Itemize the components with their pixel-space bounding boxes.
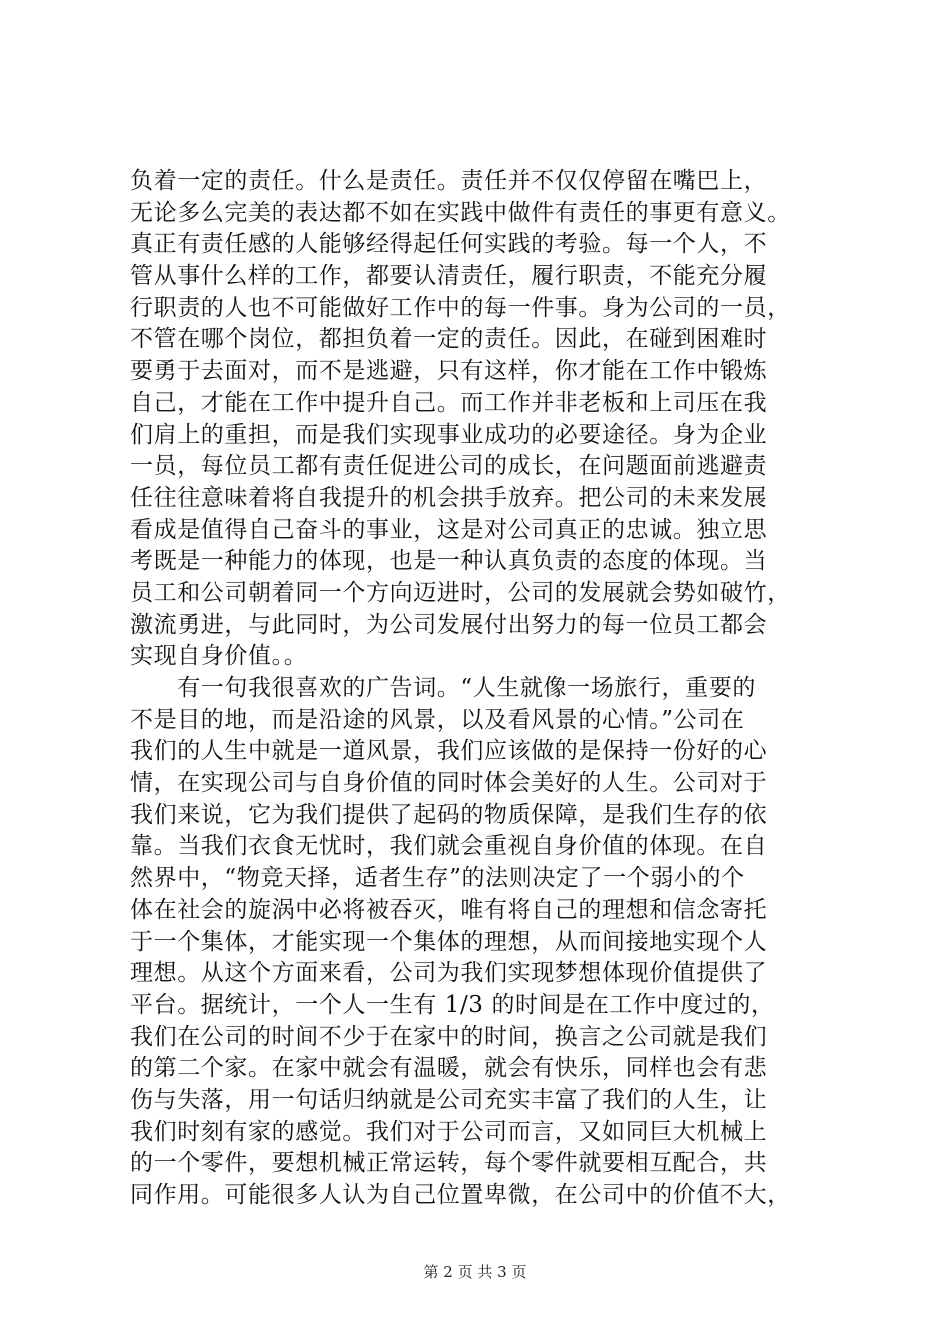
text-line: 任往往意味着将自我提升的机会拱手放弃。把公司的未来发展	[130, 484, 768, 511]
text-line: 负着一定的责任。什么是责任。责任并不仅仅停留在嘴巴上，	[130, 168, 768, 194]
text-line: 我们时刻有家的感觉。我们对于公司而言，又如同巨大机械上	[130, 1118, 768, 1145]
text-line: 的第二个家。在家中就会有温暖，就会有快乐，同样也会有悲	[130, 1055, 768, 1082]
text-line: 靠。当我们衣食无忧时，我们就会重视自身价值的体现。在自	[130, 833, 768, 860]
text-line: 平台。据统计，一个人一生有 1/3 的时间是在工作中度过的，	[130, 991, 775, 1018]
text-line: 然界中，“物竞天择，适者生存”的法则决定了一个弱小的个	[130, 865, 745, 892]
text-line: 不管在哪个岗位，都担负着一定的责任。因此，在碰到困难时	[130, 326, 768, 353]
text-line: 我们来说，它为我们提供了起码的物质保障，是我们生存的依	[130, 801, 768, 828]
text-line: 体在社会的旋涡中必将被吞灭，唯有将自己的理想和信念寄托	[130, 896, 768, 923]
text-line: 管从事什么样的工作，都要认清责任，履行职责，不能充分履	[130, 263, 768, 290]
text-line: 有一句我很喜欢的广告词。“人生就像一场旅行，重要的	[130, 675, 756, 701]
text-line: 行职责的人也不可能做好工作中的每一件事。身为公司的一员，	[130, 294, 791, 321]
text-line: 我们的人生中就是一道风景，我们应该做的是保持一份好的心	[130, 738, 768, 765]
text-line: 理想。从这个方面来看，公司为我们实现梦想体现价值提供了	[130, 960, 768, 987]
text-line: 看成是值得自己奋斗的事业，这是对公司真正的忠诚。独立思	[130, 516, 768, 543]
text-line: 不是目的地，而是沿途的风景，以及看风景的心情。”公司在	[130, 706, 745, 733]
text-line: 情，在实现公司与自身价值的同时体会美好的人生。公司对于	[130, 770, 768, 797]
text-line: 无论多么完美的表达都不如在实践中做件有责任的事更有意义。	[130, 199, 791, 226]
text-line: 要勇于去面对，而不是逃避，只有这样，你才能在工作中锻炼	[130, 358, 768, 385]
body-text	[130, 166, 830, 1212]
text-line: 同作用。可能很多人认为自己位置卑微，在公司中的价值不大，	[130, 1182, 791, 1208]
text-line: 们肩上的重担，而是我们实现事业成功的必要途径。身为企业	[130, 421, 768, 448]
text-line: 考既是一种能力的体现，也是一种认真负责的态度的体现。当	[130, 548, 768, 575]
text-line: 真正有责任感的人能够经得起任何实践的考验。每一个人，不	[130, 231, 768, 258]
text-line: 一员，每位员工都有责任促进公司的成长，在问题面前逃避责	[130, 453, 768, 480]
text-line: 于一个集体，才能实现一个集体的理想，从而间接地实现个人	[130, 928, 768, 955]
text-line: 员工和公司朝着同一个方向迈进时，公司的发展就会势如破竹，	[130, 579, 791, 606]
text-line: 我们在公司的时间不少于在家中的时间，换言之公司就是我们	[130, 1023, 768, 1050]
text-line: 自己，才能在工作中提升自己。而工作并非老板和上司压在我	[130, 389, 768, 416]
text-line: 伤与失落，用一句话归纳就是公司充实丰富了我们的人生，让	[130, 1086, 768, 1113]
page-number-footer: 第 2 页 共 3 页	[423, 1263, 527, 1281]
text-line: 激流勇进，与此同时，为公司发展付出努力的每一位员工都会	[130, 611, 768, 638]
text-line: 的一个零件，要想机械正常运转，每个零件就要相互配合，共	[130, 1150, 768, 1177]
text-line: 实现自身价值。。	[130, 643, 308, 670]
